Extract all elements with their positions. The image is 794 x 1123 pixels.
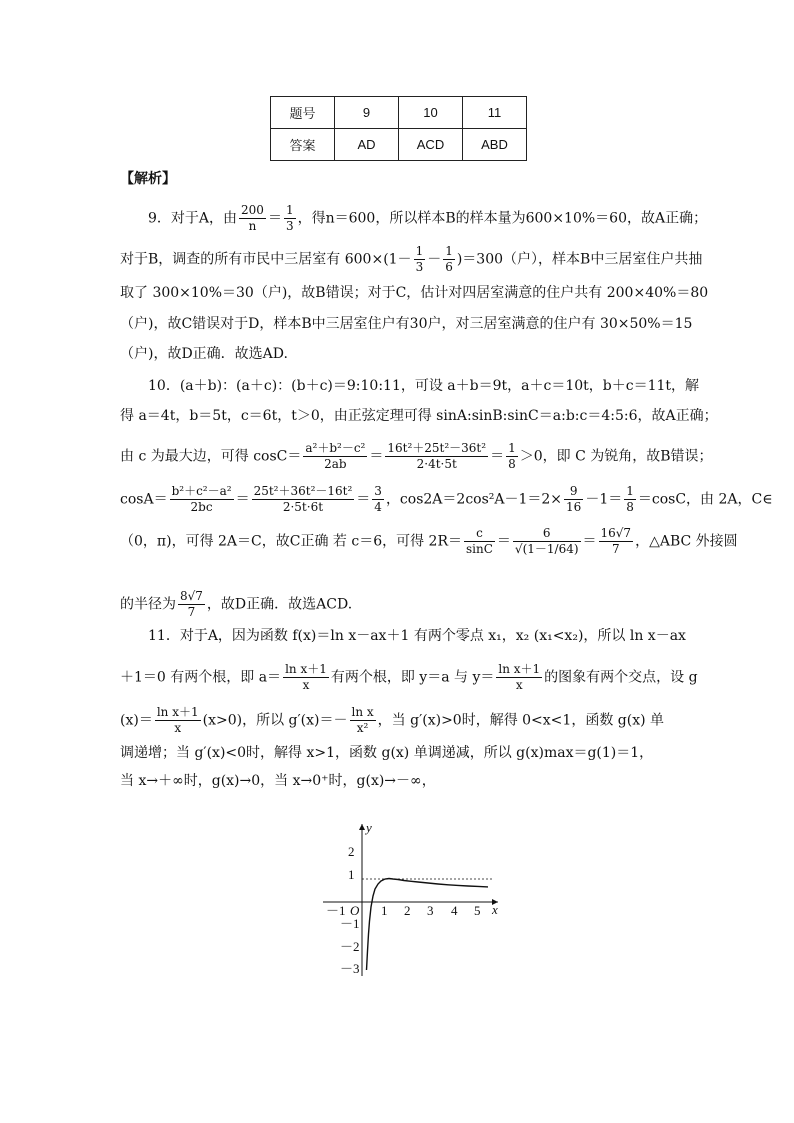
text: －1＝ — [585, 491, 623, 508]
fraction — [303, 441, 367, 472]
text: 9．对于A，由 — [148, 210, 238, 227]
fraction — [385, 441, 488, 472]
table-cell: 题号 — [271, 97, 335, 129]
denominator: 8 — [508, 457, 516, 471]
numerator: 1 — [626, 484, 634, 498]
numerator: 1 — [445, 244, 453, 258]
fraction — [464, 526, 495, 557]
fraction — [599, 526, 634, 557]
denominator: 7 — [187, 605, 196, 619]
text: 的半径为 — [120, 596, 176, 613]
denominator: 6 — [445, 260, 453, 274]
fraction — [506, 441, 518, 472]
function-graph — [318, 818, 508, 978]
answer-table — [270, 96, 527, 161]
text: ，得n＝600，所以样本B的样本量为600×10%＝60，故A正确； — [297, 210, 708, 227]
x-tick-label: 5 — [474, 903, 481, 918]
x-tick-label: 2 — [404, 903, 411, 918]
fraction — [624, 484, 636, 515]
text: 的图象有两个交点，设 g — [544, 669, 698, 686]
p9-line-4: （户)，故C错误对于D，样本B中三居室住户有30户，对三居室满意的住户有 30×50%＝15 — [120, 316, 693, 332]
denominator: 8 — [626, 500, 634, 514]
numerator: 1 — [415, 244, 424, 258]
numerator: b²＋c²－a² — [171, 484, 232, 498]
text: cosA＝ — [120, 491, 168, 508]
p10-line-2: 得 a＝4t，b＝5t，c＝6t，t＞0，由正弦定理可得 sinA:sinB:sinC＝a:b:c＝4:5:6，故A正确； — [120, 408, 718, 424]
y-tick-label: －2 — [340, 939, 360, 954]
table-cell: ACD — [399, 129, 463, 161]
fraction — [155, 705, 201, 736]
fraction — [178, 589, 205, 620]
numerator: 6 — [513, 526, 581, 542]
p9-line-3: 取了 300×10%＝30（户)，故B错误；对于C，估计对四居室满意的住户共有 200×40%＝80 — [120, 285, 709, 301]
denominator: 4 — [374, 500, 382, 514]
text: ＝ — [356, 491, 371, 508]
denominator: sinC — [466, 542, 493, 556]
x-tick-label: 4 — [451, 903, 458, 918]
numerator: 25t²＋36t²－16t² — [253, 484, 353, 498]
numerator: c — [464, 526, 495, 542]
text: ，△ABC 外接圆 — [635, 533, 738, 550]
text: ＝ — [369, 448, 384, 465]
text: ＞0，即 C 为锐角，故B错误； — [519, 448, 713, 465]
text: 对于B，调查的所有市民中三居室有 600×(1－ — [120, 251, 412, 268]
text: ＝ — [496, 533, 511, 550]
p11-line-2 — [120, 662, 698, 693]
denominator: 3 — [285, 219, 294, 233]
denominator: 7 — [611, 542, 620, 556]
p11-line-3 — [120, 705, 664, 736]
numerator: 3 — [374, 484, 382, 498]
numerator: 200 — [241, 203, 264, 217]
table-cell: 答案 — [271, 129, 335, 161]
table-row — [271, 97, 527, 129]
x-tick-label: 1 — [381, 903, 388, 918]
denominator: x² — [356, 721, 369, 735]
p9-line-1 — [148, 203, 707, 234]
fraction — [350, 705, 376, 736]
numerator: 8√7 — [180, 589, 203, 603]
denominator: √(1－1/64) — [514, 542, 579, 556]
fraction — [170, 484, 234, 515]
fraction — [239, 203, 266, 234]
y-axis-label: y — [366, 820, 372, 835]
curve — [367, 879, 489, 971]
table-cell: AD — [335, 129, 399, 161]
numerator: 1 — [285, 203, 294, 217]
denominator: x — [515, 678, 523, 692]
table-cell: 11 — [463, 97, 527, 129]
denominator: 16 — [566, 500, 582, 514]
x-axis-label: x — [492, 902, 498, 917]
section-header: 【解析】 — [120, 171, 176, 187]
origin-label: O — [350, 903, 360, 918]
fraction — [564, 484, 583, 515]
text: ，故D正确．故选ACD. — [206, 596, 353, 613]
p10-line-5 — [120, 526, 738, 557]
p9-line-5: （户)，故D正确．故选AD. — [120, 346, 288, 362]
fraction — [284, 203, 296, 234]
p10-line-1: 10．(a＋b)：(a＋c)：(b＋c)＝9:10:11，可设 a＋b＝9t，a＋c＝10t，b＋c＝11t，解 — [148, 378, 700, 394]
text: ＝ — [582, 533, 597, 550]
text: 有两个根，即 y＝a 与 y＝ — [330, 669, 495, 686]
fraction — [443, 244, 455, 275]
table-row — [271, 129, 527, 161]
p11-line-4: 调递增；当 g′(x)<0时，解得 x>1，函数 g(x) 单调递减，所以 g(x)max＝g(1)＝1， — [120, 745, 654, 761]
text: 由 c 为最大边，可得 cosC＝ — [120, 448, 302, 465]
y-tick-label: 1 — [348, 867, 355, 882]
text: (x)＝ — [120, 712, 153, 729]
text: (x>0)，所以 g′(x)＝－ — [202, 712, 348, 729]
y-tick-label: 2 — [348, 844, 355, 859]
numerator: 9 — [564, 484, 583, 500]
denominator: x — [174, 721, 182, 735]
fraction — [283, 662, 329, 693]
denominator: 2·4t·5t — [416, 457, 457, 471]
text: ＋1＝0 有两个根，即 a＝ — [120, 669, 282, 686]
text: )＝300（户），样本B中三居室住户共抽 — [456, 251, 703, 268]
text: ，cos2A＝2cos²A－1＝2× — [385, 491, 563, 508]
p11-line-5: 当 x→＋∞时，g(x)→0，当 x→0⁺时，g(x)→－∞， — [120, 773, 436, 789]
fraction — [252, 484, 355, 515]
text: ，当 g′(x)>0时，解得 0<x<1，函数 g(x) 单 — [377, 712, 665, 729]
text: － — [427, 251, 442, 268]
numerator: 1 — [508, 441, 516, 455]
numerator: a²＋b²－c² — [305, 441, 366, 455]
denominator: 2bc — [190, 500, 213, 514]
fraction — [372, 484, 384, 515]
denominator: 2ab — [324, 457, 347, 471]
text: ＝cosC，由 2A，C∈ — [637, 491, 773, 508]
x-tick-label: 3 — [427, 903, 434, 918]
table-cell: ABD — [463, 129, 527, 161]
numerator: 16t²＋25t²－36t² — [387, 441, 487, 455]
x-tick-label: －1 — [326, 903, 346, 918]
p10-line-6 — [120, 589, 352, 620]
numerator: 16√7 — [600, 526, 632, 540]
fraction — [414, 244, 426, 275]
denominator: 2·5t·6t — [282, 500, 324, 514]
y-tick-label: －3 — [340, 961, 360, 976]
numerator: ln x＋1 — [285, 662, 327, 676]
denominator: n — [248, 219, 257, 233]
p9-line-2 — [120, 244, 702, 275]
text: ＝ — [490, 448, 505, 465]
numerator: ln x＋1 — [498, 662, 541, 676]
p11-line-1: 11．对于A，因为函数 f(x)＝ln x－ax＋1 有两个零点 x₁，x₂ (x₁<x₂)，所以 ln x－ax — [148, 628, 686, 644]
fraction — [496, 662, 542, 693]
p10-line-4 — [120, 484, 773, 515]
numerator: ln x — [351, 705, 374, 719]
numerator: ln x＋1 — [156, 705, 199, 719]
table-cell: 10 — [399, 97, 463, 129]
text: ＝ — [267, 210, 282, 227]
table-cell: 9 — [335, 97, 399, 129]
p10-line-3 — [120, 441, 713, 472]
y-tick-label: －1 — [340, 916, 360, 931]
fraction — [513, 526, 581, 557]
text: ＝ — [235, 491, 250, 508]
text: （0，π)，可得 2A＝C，故C正确 若 c＝6，可得 2R＝ — [120, 533, 463, 550]
denominator: 3 — [415, 260, 424, 274]
denominator: x — [302, 678, 310, 692]
